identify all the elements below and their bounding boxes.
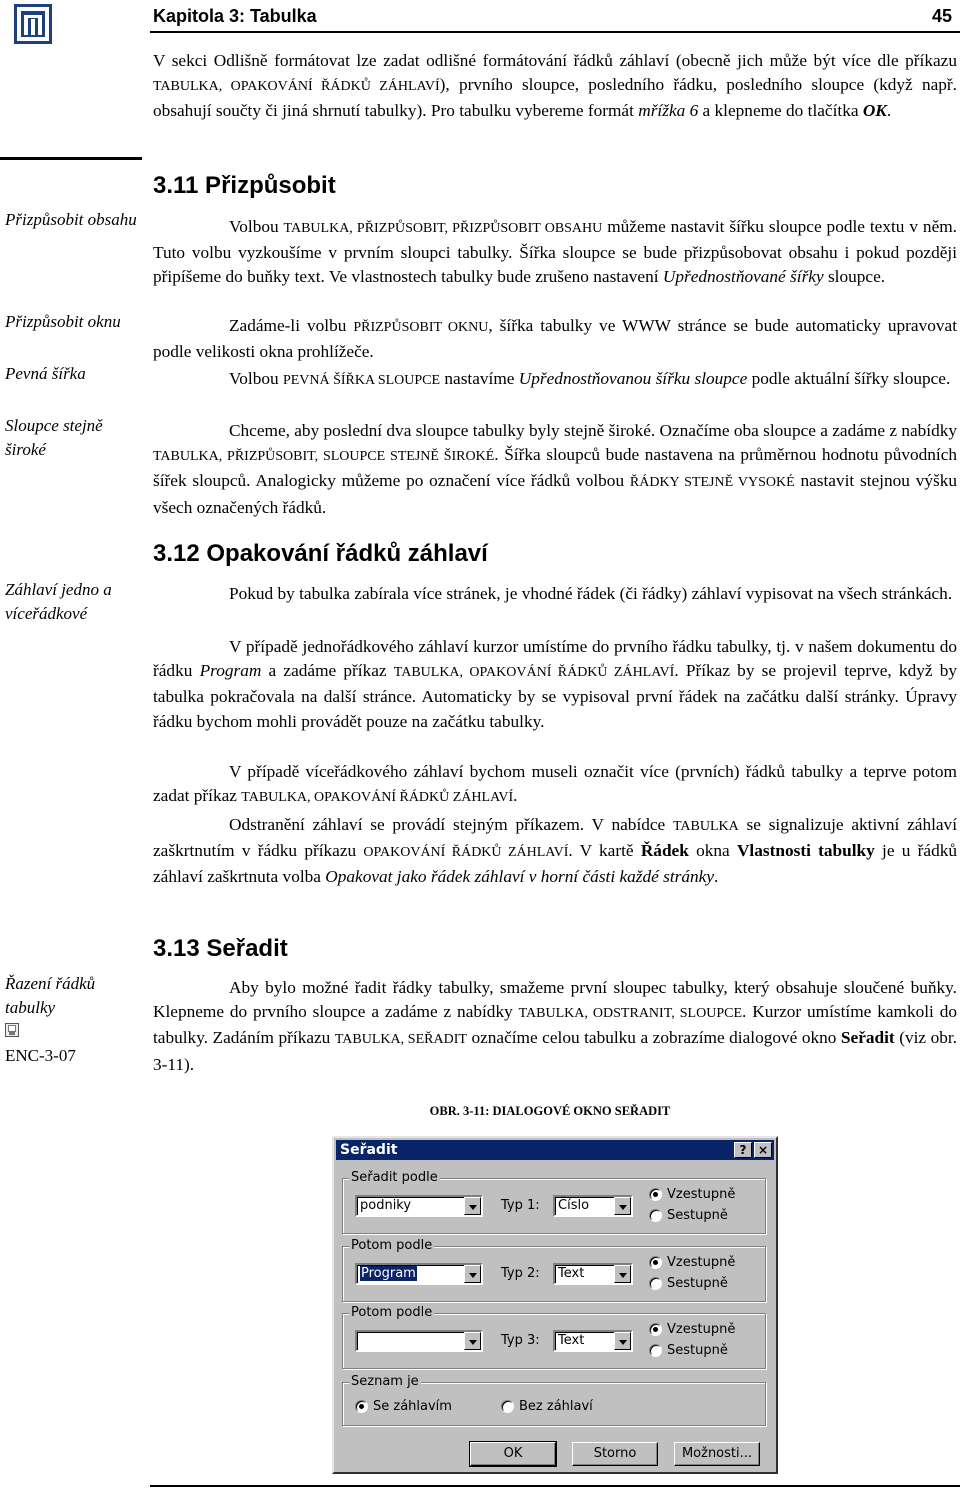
menu-path: TABULKA, PŘIZPŮSOBIT, SLOUPCE STEJNĚ ŠIROKÉ <box>153 449 495 465</box>
then-by-label: Potom podle <box>351 1305 433 1320</box>
desc-radio-3[interactable]: Sestupně <box>649 1343 728 1359</box>
section-heading-3-11: 3.11 Přizpůsobit <box>153 172 336 199</box>
type-1-select[interactable]: Číslo <box>553 1195 633 1217</box>
ok-button[interactable]: OK <box>470 1442 556 1466</box>
asc-radio-1[interactable]: Vzestupně <box>649 1187 735 1203</box>
disk-icon-wrap <box>5 1018 145 1042</box>
menu-path: TABULKA, OPAKOVÁNÍ ŘÁDKŮ ZÁHLAVÍ <box>393 665 675 681</box>
cancel-button[interactable]: Storno <box>572 1442 658 1466</box>
sort-dialog <box>332 1136 778 1474</box>
menu-path: TABULKA, SEŘADIT <box>334 1032 467 1048</box>
margin-note-sorting: Řazení řádků tabulky <box>5 974 96 1017</box>
type-2-select[interactable]: Text <box>553 1263 633 1285</box>
menu-path: PŘIZPŮSOBIT OKNU <box>353 320 489 335</box>
then-by-group-2 <box>342 1305 766 1369</box>
help-button[interactable]: ? <box>734 1142 752 1158</box>
with-header-radio[interactable]: Se záhlavím <box>355 1399 452 1415</box>
menu-path: OPAKOVÁNÍ ŘÁDKŮ ZÁHLAVÍ <box>363 845 569 861</box>
list-is-label: Seznam je <box>351 1374 419 1389</box>
asc-radio-2[interactable]: Vzestupně <box>649 1255 735 1271</box>
sort-field-3-select[interactable] <box>355 1330 483 1352</box>
list-header-group <box>342 1374 766 1426</box>
section-heading-3-12: 3.12 Opakování řádků záhlaví <box>153 540 488 567</box>
section-heading-3-13: 3.13 Seřadit <box>153 935 288 962</box>
menu-path: ŘÁDKY STEJNĚ VYSOKÉ <box>629 475 795 491</box>
floppy-disk-icon <box>5 1023 19 1037</box>
type-3-select[interactable]: Text <box>553 1330 633 1352</box>
desc-radio-2[interactable]: Sestupně <box>649 1276 728 1292</box>
menu-path: TABULKA, OPAKOVÁNÍ ŘÁDKŮ ZÁHLAVÍ <box>153 79 440 95</box>
menu-path: TABULKA, ODSTRANIT, SLOUPCE <box>518 1006 743 1022</box>
chapter-logo <box>14 4 52 44</box>
desc-radio-1[interactable]: Sestupně <box>649 1208 728 1224</box>
intro-paragraph: V sekci Odlišně formátovat lze zadat odlišné formátování řádků záhlaví (obecně jich může být více dle příkazu TABULKA, OPAKOVÁNÍ ŘÁDKŮ ZÁHLAVÍ), prvního sloupce, posledního řádku, posledního sloupce (když např. obsahují součty či jiná shrnutí tabulky). Pro tabulku vybereme formát mřížka 6 a klepneme do tlačítka OK. <box>153 51 957 121</box>
menu-path: TABULKA, PŘIZPŮSOBIT, PŘIZPŮSOBIT OBSAHU <box>283 221 603 236</box>
margin-note-code: ENC-3-07 <box>5 1046 76 1065</box>
footer-rule <box>150 1485 960 1487</box>
sort-field-1-select[interactable]: podniky <box>355 1195 483 1217</box>
paragraph-single-header: V případě jednořádkového záhlaví kurzor umístíme do prvního řádku tabulky, tj. v našem dokumentu do řádku Program a zadáme příkaz TABULKA, OPAKOVÁNÍ ŘÁDKŮ ZÁHLAVÍ. Příkaz by se projevil teprve, když by tabulka pokračovala na další stránce. Automaticky by se vypisoval první řádek na začátku další stránky. Úpravy řádku bychom mohli provádět pouze na začátku tabulky. <box>153 637 957 731</box>
menu-path: PEVNÁ ŠÍŘKA SLOUPCE <box>282 373 441 388</box>
dialog-titlebar[interactable] <box>336 1140 774 1160</box>
then-by-group-1 <box>342 1238 766 1302</box>
options-button[interactable]: Možnosti... <box>674 1442 760 1466</box>
header-rule <box>150 31 960 33</box>
chevron-down-icon[interactable] <box>614 1197 631 1215</box>
margin-note-fixed-width: Pevná šířka <box>5 364 86 383</box>
paragraph-fit-content: Volbou TABULKA, PŘIZPŮSOBIT, PŘIZPŮSOBIT OBSAHU můžeme nastavit šířku sloupce podle textu v něm. Tuto volbu vyzkoušíme v prvním sloupci tabulky. Šířka sloupce se bude přizpůsobovat obsahu i pokud později připíšeme do buňky text. Ve vlastnostech tabulky bude zrušeno nastavení Upřednostňované šířky sloupce. <box>153 217 957 287</box>
margin-note-equal-columns: Sloupce stejně široké <box>5 416 103 459</box>
type-3-label: Typ 3: <box>501 1333 540 1348</box>
without-header-radio[interactable]: Bez záhlaví <box>501 1399 593 1415</box>
paragraph-remove-header: Odstranění záhlaví se provádí stejným příkazem. V nabídce TABULKA se signalizuje aktivní záhlaví zaškrtnutím v řádku příkazu OPAKOVÁNÍ ŘÁDKŮ ZÁHLAVÍ. V kartě Řádek okna Vlastnosti tabulky je u řádků záhlaví zaškrtnuta volba Opakovat jako řádek záhlaví v horní části každé stránky. <box>153 815 957 887</box>
sort-by-group <box>342 1170 766 1234</box>
page-number: 45 <box>931 6 952 26</box>
sort-field-2-select[interactable]: Program <box>355 1263 483 1285</box>
chevron-down-icon[interactable] <box>614 1332 631 1350</box>
format-name: mřížka 6 <box>638 101 699 121</box>
asc-radio-3[interactable]: Vzestupně <box>649 1322 735 1338</box>
term-odlisne-formatovat: Odlišně formátovat <box>213 51 350 70</box>
dialog-title: Seřadit <box>340 1142 398 1158</box>
paragraph-fixed-width: Volbou PEVNÁ ŠÍŘKA SLOUPCE nastavíme Upřednostňovanou šířku sloupce podle aktuální šířky sloupce. <box>229 369 951 388</box>
sort-by-label: Seřadit podle <box>351 1170 438 1185</box>
chapter-title: Kapitola 3: Tabulka <box>153 6 317 26</box>
margin-note-header-rows: Záhlaví jedno a víceřádkové <box>5 580 112 623</box>
close-button[interactable]: × <box>754 1142 772 1158</box>
type-2-label: Typ 2: <box>501 1266 540 1281</box>
paragraph-equal-columns: Chceme, aby poslední dva sloupce tabulky byly stejně široké. Označíme oba sloupce a zadáme z nabídky TABULKA, PŘIZPŮSOBIT, SLOUPCE STEJNĚ ŠIROKÉ. Šířka sloupců bude nastavena na průměrnou hodnotu původních šířek sloupců. Analogicky můžeme po označení více řádků volbou ŘÁDKY STEJNĚ VYSOKÉ nastavit stejnou výšku všech označených řádků. <box>153 421 958 517</box>
paragraph-header-intro: Pokud by tabulka zabírala více stránek, je vhodné řádek (či řádky) záhlaví vypisovat na všech stránkách. <box>229 584 953 603</box>
paragraph-sort: Aby bylo možné řadit řádky tabulky, smažeme první sloupec tabulky, který obsahuje sloučené buňky. Klepneme do prvního sloupce a zadáme z nabídky TABULKA, ODSTRANIT, SLOUPCE. Kurzor umístíme kamkoli do tabulky. Zadáním příkazu TABULKA, SEŘADIT označíme celou tabulku a zobrazíme dialogové okno Seřadit (viz obr. 3-11). <box>153 978 958 1074</box>
ok-term: OK <box>862 101 887 121</box>
chevron-down-icon[interactable] <box>464 1332 481 1350</box>
chevron-down-icon[interactable] <box>614 1265 631 1283</box>
chevron-down-icon[interactable] <box>464 1197 481 1215</box>
then-by-label: Potom podle <box>351 1238 433 1253</box>
chevron-down-icon[interactable] <box>464 1265 481 1283</box>
margin-note-fit-content: Přizpůsobit obsahu <box>5 210 137 229</box>
margin-rule <box>0 157 142 160</box>
menu-path: TABULKA <box>673 819 739 834</box>
paragraph-multi-header: V případě víceřádkového záhlaví bychom museli označit více (prvních) řádků tabulky a teprve potom zadat příkaz TABULKA, OPAKOVÁNÍ ŘÁDKŮ ZÁHLAVÍ. <box>153 762 957 806</box>
paragraph-fit-window: Zadáme-li volbu PŘIZPŮSOBIT OKNU, šířka tabulky ve WWW stránce se bude automaticky upravovat podle velikosti okna prohlížeče. <box>153 316 957 362</box>
margin-note-fit-window: Přizpůsobit oknu <box>5 312 121 331</box>
menu-path: TABULKA, OPAKOVÁNÍ ŘÁDKŮ ZÁHLAVÍ <box>241 790 514 806</box>
figure-caption: OBR. 3-11: DIALOGOVÉ OKNO SEŘADIT <box>429 1104 671 1118</box>
type-1-label: Typ 1: <box>501 1198 540 1213</box>
